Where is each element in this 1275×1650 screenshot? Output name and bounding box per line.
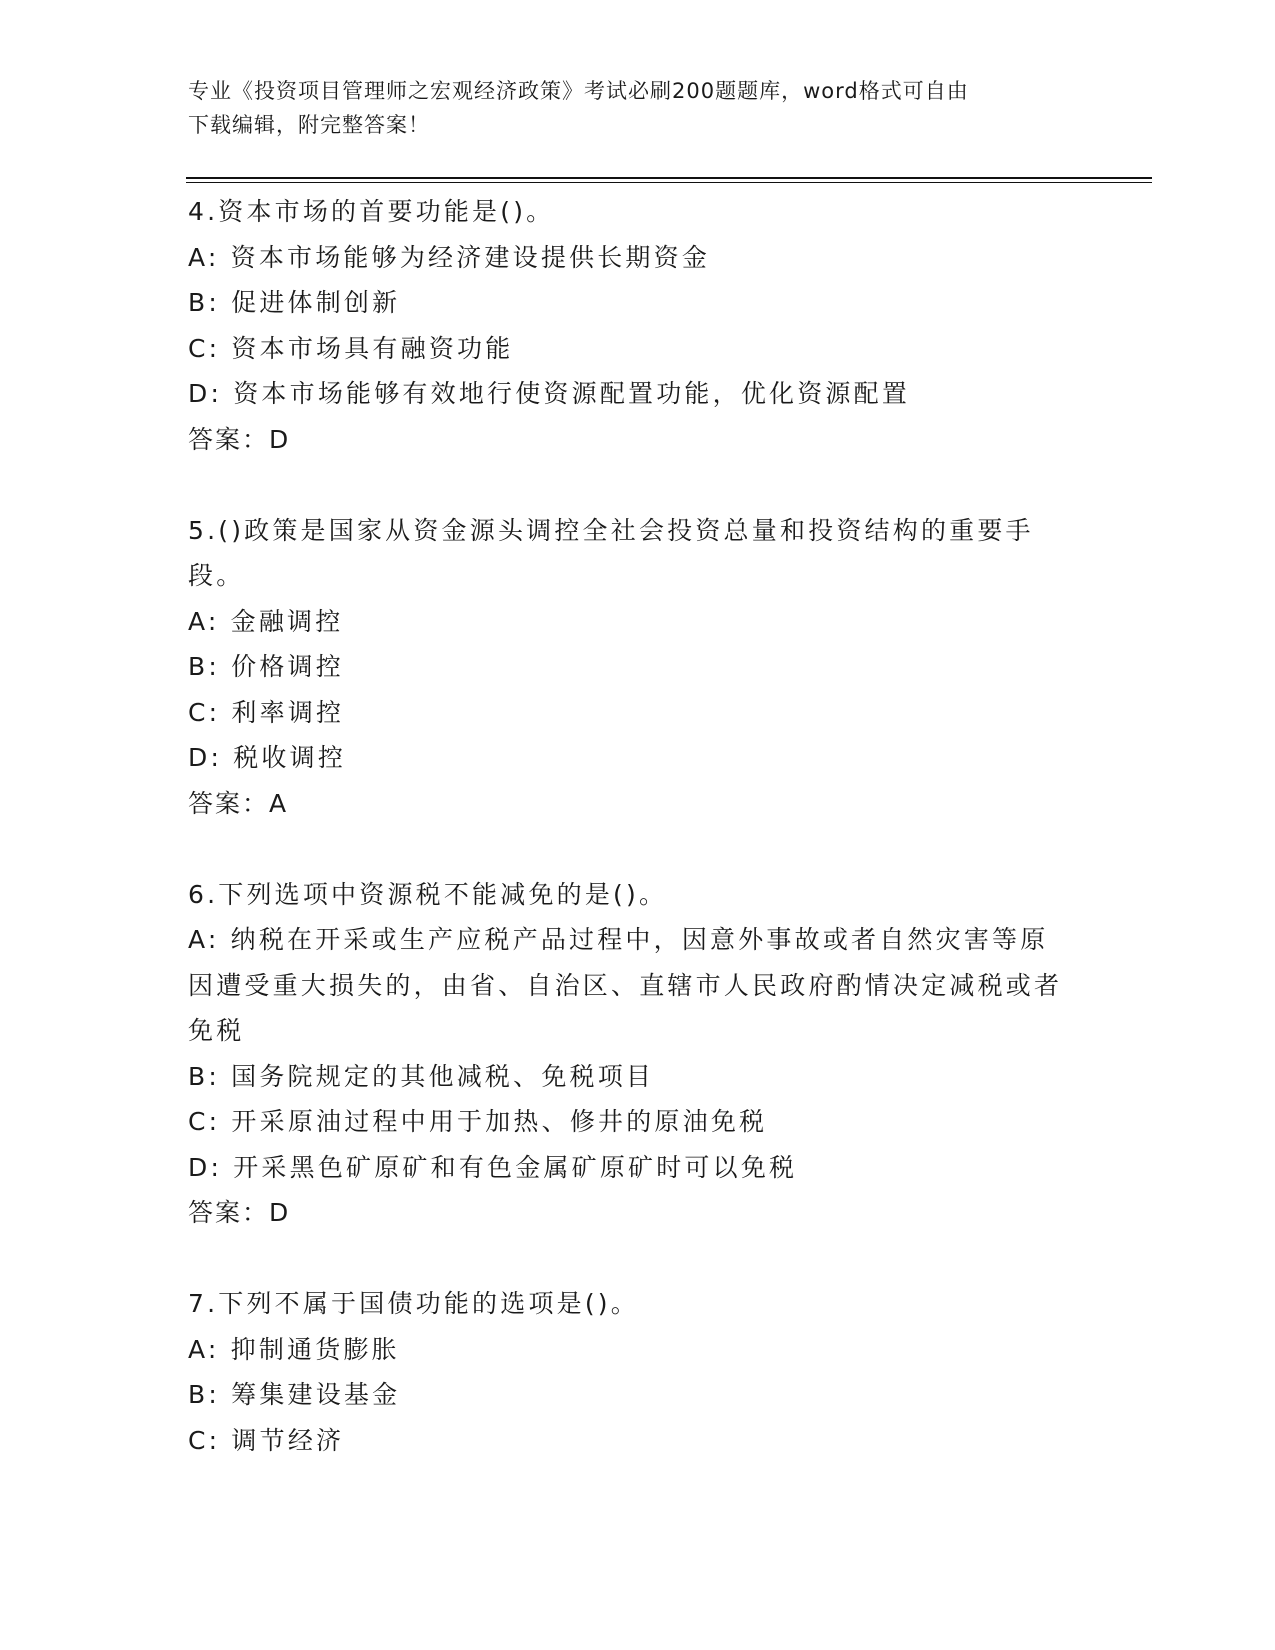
question-spacer xyxy=(188,1236,1088,1282)
option-d: D: 税收调控 xyxy=(188,743,347,772)
question-stem: 4.资本市场的首要功能是()。 xyxy=(188,197,555,226)
document-header xyxy=(188,74,1068,142)
option-b: B: 价格调控 xyxy=(188,652,344,681)
question-stem: 6.下列选项中资源税不能减免的是()。 xyxy=(188,879,668,909)
option-b: B: 促进体制创新 xyxy=(188,288,401,317)
option-a: A: 资本市场能够为经济建设提供长期资金 xyxy=(188,242,711,272)
header-line-1: 专业《投资项目管理师之宏观经济政策》考试必刷200题题库，word格式可自由 xyxy=(188,79,969,103)
question-4 xyxy=(188,189,1088,462)
option-c: C: 资本市场具有融资功能 xyxy=(188,333,514,363)
option-c: C: 利率调控 xyxy=(188,697,345,727)
header-divider-thin xyxy=(186,182,1152,183)
option-a: A: 抑制通货膨胀 xyxy=(188,1334,400,1364)
question-list xyxy=(188,189,1088,1463)
answer-label: 答案：D xyxy=(188,1198,291,1227)
option-c: C: 调节经济 xyxy=(188,1425,345,1455)
answer-label: 答案：A xyxy=(188,788,289,818)
question-stem: 7.下列不属于国债功能的选项是()。 xyxy=(188,1289,639,1318)
option-b: B: 国务院规定的其他减税、免税项目 xyxy=(188,1061,655,1091)
question-6 xyxy=(188,872,1088,1236)
question-7 xyxy=(188,1281,1088,1463)
option-c: C: 开采原油过程中用于加热、修井的原油免税 xyxy=(188,1107,768,1136)
option-a: A: 金融调控 xyxy=(188,606,344,636)
option-d: D: 开采黑色矿原矿和有色金属矿原矿时可以免税 xyxy=(188,1152,798,1182)
question-spacer xyxy=(188,826,1088,872)
question-5 xyxy=(188,508,1088,827)
header-divider-thick xyxy=(186,177,1152,179)
question-spacer xyxy=(188,462,1088,508)
option-b: B: 筹集建设基金 xyxy=(188,1380,401,1409)
question-stem: 5.()政策是国家从资金源头调控全社会投资总量和投资结构的重要手段。 xyxy=(188,515,1034,590)
option-a: A: 纳税在开采或生产应税产品过程中，因意外事故或者自然灾害等原因遭受重大损失的，由省、自治区、直辖市人民政府酌情决定减税或者免税 xyxy=(188,925,1063,1045)
answer-label: 答案：D xyxy=(188,424,291,454)
header-line-2: 下载编辑，附完整答案！ xyxy=(188,113,430,137)
option-d: D: 资本市场能够有效地行使资源配置功能，优化资源配置 xyxy=(188,379,911,408)
